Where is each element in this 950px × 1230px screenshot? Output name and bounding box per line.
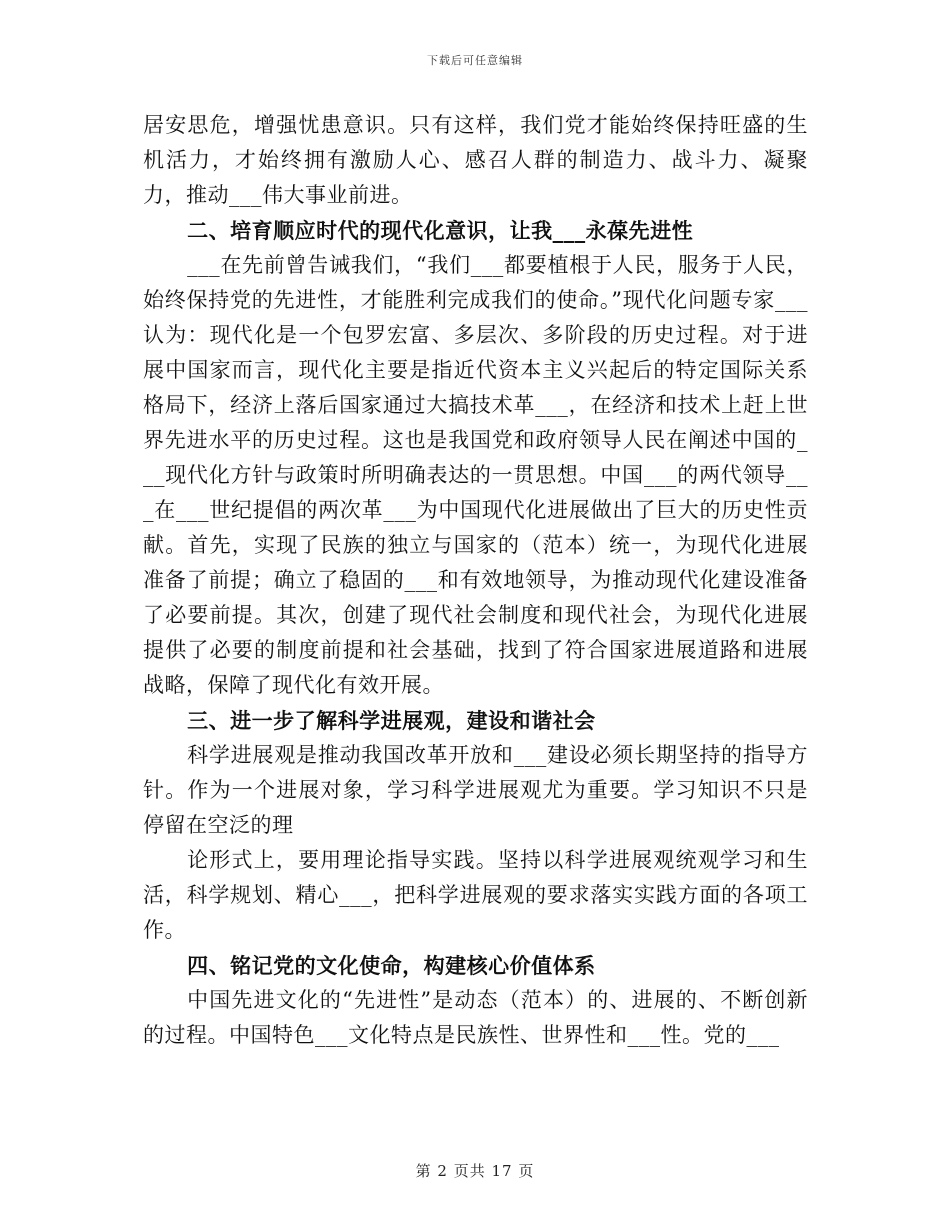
paragraph-5: 中国先进文化的“先进性”是动态（范本）的、进展的、不断创新的过程。中国特色___文化特点是民族性、世界性和___性。党的___ <box>143 988 808 1047</box>
paragraph-2: ___在先前曾告诫我们，“我们___都要植根于人民，服务于人民，始终保持党的先进性，才能胜利完成我们的使命。”现代化问题专家___认为：现代化是一个包罗宏富、多层次、多阶段的历史过程。对于进展中国家而言，现代化主要是指近代资本主义兴起后的特定国际关系格局下，经济上落后国家通过大搞技术革___，在经济和技术上赶上世界先进水平的历史过程。这也是我国党和政府领导人民在阐述中国的___现代化方针与政策时所明确表达的一贯思想。中国___的两代领导___在___世纪提倡的两次革___为中国现代化进展做出了巨大的历史性贡献。首先，实现了民族的独立与国家的（范本）统一，为现代化进展准备了前提；确立了稳固的___和有效地领导，为推动现代化建设准备了必要前提。其次，创建了现代社会制度和现代社会，为现代化进展提供了必要的制度前提和社会基础，找到了符合国家进展道路和进展战略，保障了现代化有效开展。 <box>143 253 808 697</box>
document-body <box>143 108 808 1053</box>
page-footer: 第 2 页共 17 页 <box>415 1162 535 1180</box>
paragraph-4: 论形式上，要用理论指导实践。坚持以科学进展观统观学习和生活，科学规划、精心___，把科学进展观的要求落实实践方面的各项工作。 <box>143 848 808 942</box>
section-heading-3: 三、进一步了解科学进展观，建设和谐社会 <box>187 708 596 733</box>
page-header: 下载后可任意编辑 <box>427 54 523 67</box>
paragraph-1: 居安思危，增强忧患意识。只有这样，我们党才能始终保持旺盛的生机活力，才始终拥有激励人心、感召人群的制造力、战斗力、凝聚力，推动___伟大事业前进。 <box>143 113 808 207</box>
section-heading-4: 四、铭记党的文化使命，构建核心价值体系 <box>187 953 596 978</box>
section-heading-2: 二、培育顺应时代的现代化意识，让我___永葆先进性 <box>187 218 694 243</box>
paragraph-3: 科学进展观是推动我国改革开放和___建设必须长期坚持的指导方针。作为一个进展对象，学习科学进展观尤为重要。学习知识不只是停留在空泛的理 <box>143 743 808 837</box>
